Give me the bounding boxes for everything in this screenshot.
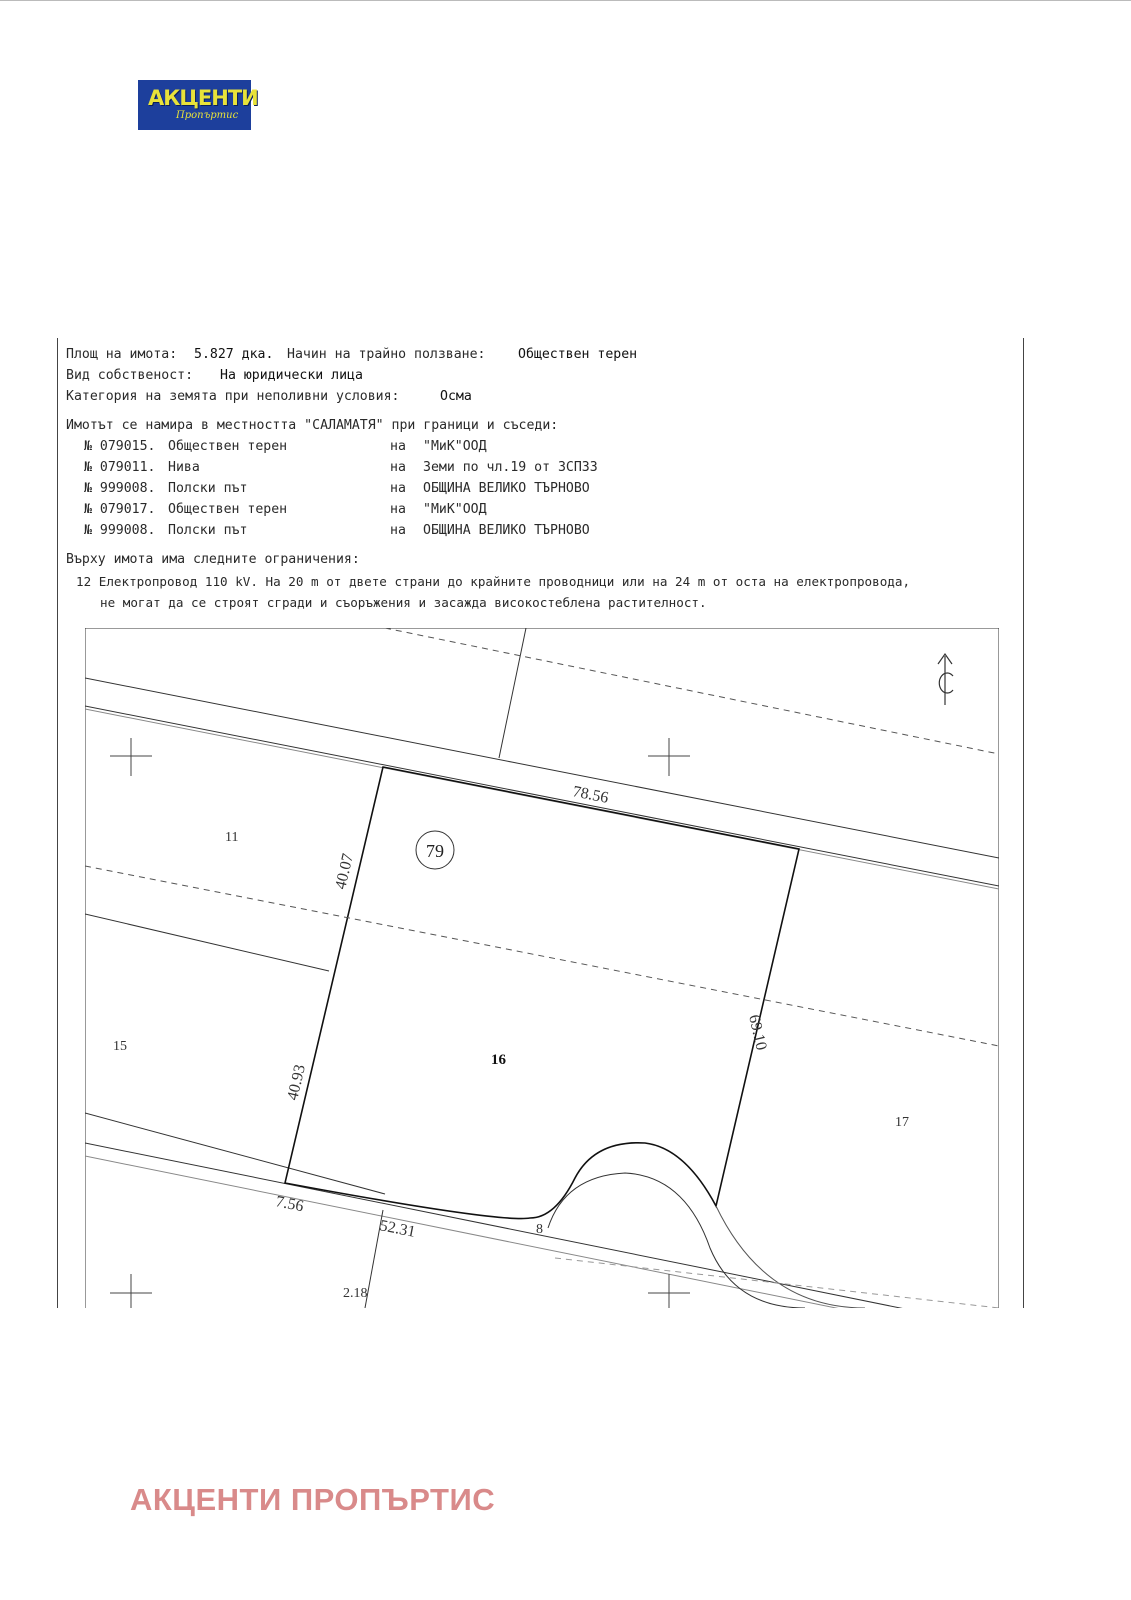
parcel-label-15: 15 [113,1039,127,1054]
neighbour-number: № 999008. [84,523,156,538]
road-upper-edge-2 [85,706,999,886]
area-label: Площ на имота: [66,347,178,362]
restriction-line-1: 12 Електропровод 110 kV. На 20 m от двете страни до крайните проводници или на 24 m от оста на електропровода, [76,574,911,589]
cul-de-sac-outer [716,1206,865,1308]
sheet-left-border [57,338,58,1308]
dimension-right: 69.10 [745,1013,770,1052]
dimension-left-lower: 40.93 [284,1062,309,1102]
top-border [0,0,1131,1]
category-value: Осма [440,389,472,404]
neighbour-type: Полски път [168,481,248,496]
parcel-label-11: 11 [225,830,239,845]
restrictions-heading: Върху имота има следните ограничения: [66,552,360,567]
neighbour-na: на [390,502,406,517]
neighbour-type: Нива [168,460,200,475]
sheet-right-border [1023,338,1024,1308]
dimension-left-upper: 40.07 [332,851,357,891]
power-line-lower [555,1258,999,1308]
road-lower-edge-3 [85,1113,385,1194]
neighbour-owner: "МиК"ООД [423,439,487,454]
dimension-bottom: 52.31 [378,1217,417,1241]
location-line: Имотът се намира в местността "САЛАМАТЯ" при граници и съседи: [66,418,559,433]
boundary-upper-parcel [499,628,526,758]
ownership-label: Вид собственост: [66,368,194,383]
dimension-bottom-left: 7.56 [274,1193,305,1216]
north-arrow-icon [938,654,953,705]
neighbour-type: Обществен терен [168,502,288,517]
logo-sub-text: Пропъртис [176,110,239,121]
neighbour-owner: ОБЩИНА ВЕЛИКО ТЪРНОВО [423,523,590,538]
neighbour-na: на [390,460,406,475]
power-line-middle [85,866,999,1046]
parcel-label-17: 17 [895,1115,909,1130]
company-watermark: АКЦЕНТИ ПРОПЪРТИС [130,1482,496,1517]
neighbour-type: Обществен терен [168,439,288,454]
cul-de-sac-inner [548,1173,805,1308]
neighbour-number: № 079011. [84,460,156,475]
usage-value: Обществен терен [518,347,638,362]
ownership-value: На юридически лица [220,368,363,383]
neighbour-owner: Земи по чл.19 от ЗСПЗЗ [423,460,598,475]
road-upper-edge-1 [85,678,999,858]
boundary-11-15 [85,914,329,971]
category-label: Категория на земята при неполивни условия: [66,389,400,404]
area-value: 5.827 дка. [194,347,274,362]
neighbour-number: № 999008. [84,481,156,496]
power-line-upper [385,628,999,754]
point-label: 2.18 [343,1286,368,1301]
dimension-top: 78.56 [571,783,610,807]
neighbour-na: на [390,481,406,496]
parcel-label-8: 8 [536,1222,543,1237]
neighbour-number: № 079015. [84,439,156,454]
plot-number: 16 [491,1052,506,1068]
company-logo [138,80,258,130]
neighbour-na: на [390,523,406,538]
neighbour-number: № 079017. [84,502,156,517]
logo-main-text: АКЦЕНТИ [148,86,258,110]
neighbour-na: на [390,439,406,454]
block-number: 79 [426,841,444,861]
cadastral-map [85,628,999,1308]
neighbour-owner: ОБЩИНА ВЕЛИКО ТЪРНОВО [423,481,590,496]
neighbour-owner: "МиК"ООД [423,502,487,517]
usage-label: Начин на трайно ползване: [287,347,486,362]
neighbour-type: Полски път [168,523,248,538]
restriction-line-2: не могат да се строят сгради и съоръжения и засажда високостеблена растителност. [100,595,707,610]
